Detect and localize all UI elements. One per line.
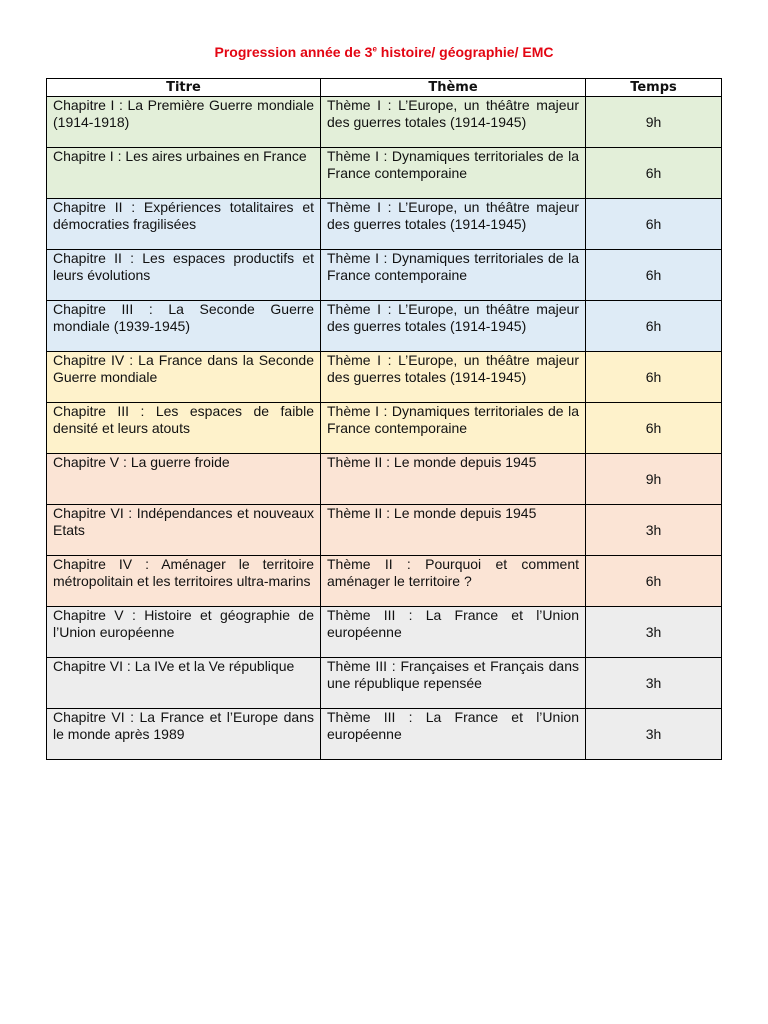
header-theme: Thème [321,79,586,97]
cell-titre: Chapitre V : La guerre froide [47,454,321,505]
cell-temps: 6h [586,301,722,352]
table-row [47,301,722,352]
cell-titre: Chapitre VI : Indépendances et nouveaux Etats [47,505,321,556]
table-row [47,607,722,658]
cell-theme: Thème I : L’Europe, un théâtre majeur des guerres totales (1914-1945) [321,301,586,352]
cell-titre: Chapitre IV : La France dans la Seconde Guerre mondiale [47,352,321,403]
cell-theme: Thème I : Dynamiques territoriales de la France contemporaine [321,403,586,454]
cell-temps: 6h [586,556,722,607]
cell-theme: Thème II : Le monde depuis 1945 [321,454,586,505]
table-row [47,403,722,454]
cell-temps: 6h [586,403,722,454]
cell-titre: Chapitre III : Les espaces de faible densité et leurs atouts [47,403,321,454]
table-row [47,454,722,505]
cell-temps: 9h [586,97,722,148]
title-prefix: Progression année de 3 [214,44,373,60]
table-row [47,148,722,199]
table-row [47,505,722,556]
table-row [47,199,722,250]
cell-titre: Chapitre IV : Aménager le territoire métropolitain et les territoires ultra-marins [47,556,321,607]
cell-temps: 3h [586,709,722,760]
cell-theme: Thème II : Le monde depuis 1945 [321,505,586,556]
cell-theme: Thème I : Dynamiques territoriales de la France contemporaine [321,148,586,199]
table-row [47,250,722,301]
table-row [47,556,722,607]
cell-theme: Thème I : L’Europe, un théâtre majeur des guerres totales (1914-1945) [321,352,586,403]
header-titre: Titre [47,79,321,97]
table-row [47,658,722,709]
cell-titre: Chapitre VI : La IVe et la Ve république [47,658,321,709]
cell-theme: Thème II : Pourquoi et comment aménager le territoire ? [321,556,586,607]
cell-titre: Chapitre II : Expériences totalitaires et démocraties fragilisées [47,199,321,250]
cell-temps: 6h [586,352,722,403]
cell-temps: 3h [586,658,722,709]
cell-theme: Thème I : L’Europe, un théâtre majeur des guerres totales (1914-1945) [321,199,586,250]
document-title [0,44,768,60]
cell-theme: Thème III : La France et l’Union européenne [321,607,586,658]
title-superscript: e [372,44,377,54]
table-row [47,352,722,403]
title-suffix: histoire/ géographie/ EMC [376,44,554,60]
cell-theme: Thème III : La France et l’Union européenne [321,709,586,760]
cell-titre: Chapitre I : La Première Guerre mondiale (1914-1918) [47,97,321,148]
cell-temps: 3h [586,607,722,658]
cell-temps: 9h [586,454,722,505]
cell-temps: 6h [586,199,722,250]
progression-table [46,78,722,760]
table-header-row [47,79,722,97]
cell-titre: Chapitre II : Les espaces productifs et leurs évolutions [47,250,321,301]
cell-temps: 3h [586,505,722,556]
header-temps: Temps [586,79,722,97]
cell-titre: Chapitre III : La Seconde Guerre mondiale (1939-1945) [47,301,321,352]
cell-titre: Chapitre V : Histoire et géographie de l’Union européenne [47,607,321,658]
table-row [47,709,722,760]
table-row [47,97,722,148]
cell-temps: 6h [586,148,722,199]
cell-titre: Chapitre I : Les aires urbaines en France [47,148,321,199]
cell-temps: 6h [586,250,722,301]
cell-theme: Thème I : Dynamiques territoriales de la France contemporaine [321,250,586,301]
cell-theme: Thème III : Françaises et Français dans une république repensée [321,658,586,709]
cell-theme: Thème I : L’Europe, un théâtre majeur des guerres totales (1914-1945) [321,97,586,148]
cell-titre: Chapitre VI : La France et l’Europe dans le monde après 1989 [47,709,321,760]
